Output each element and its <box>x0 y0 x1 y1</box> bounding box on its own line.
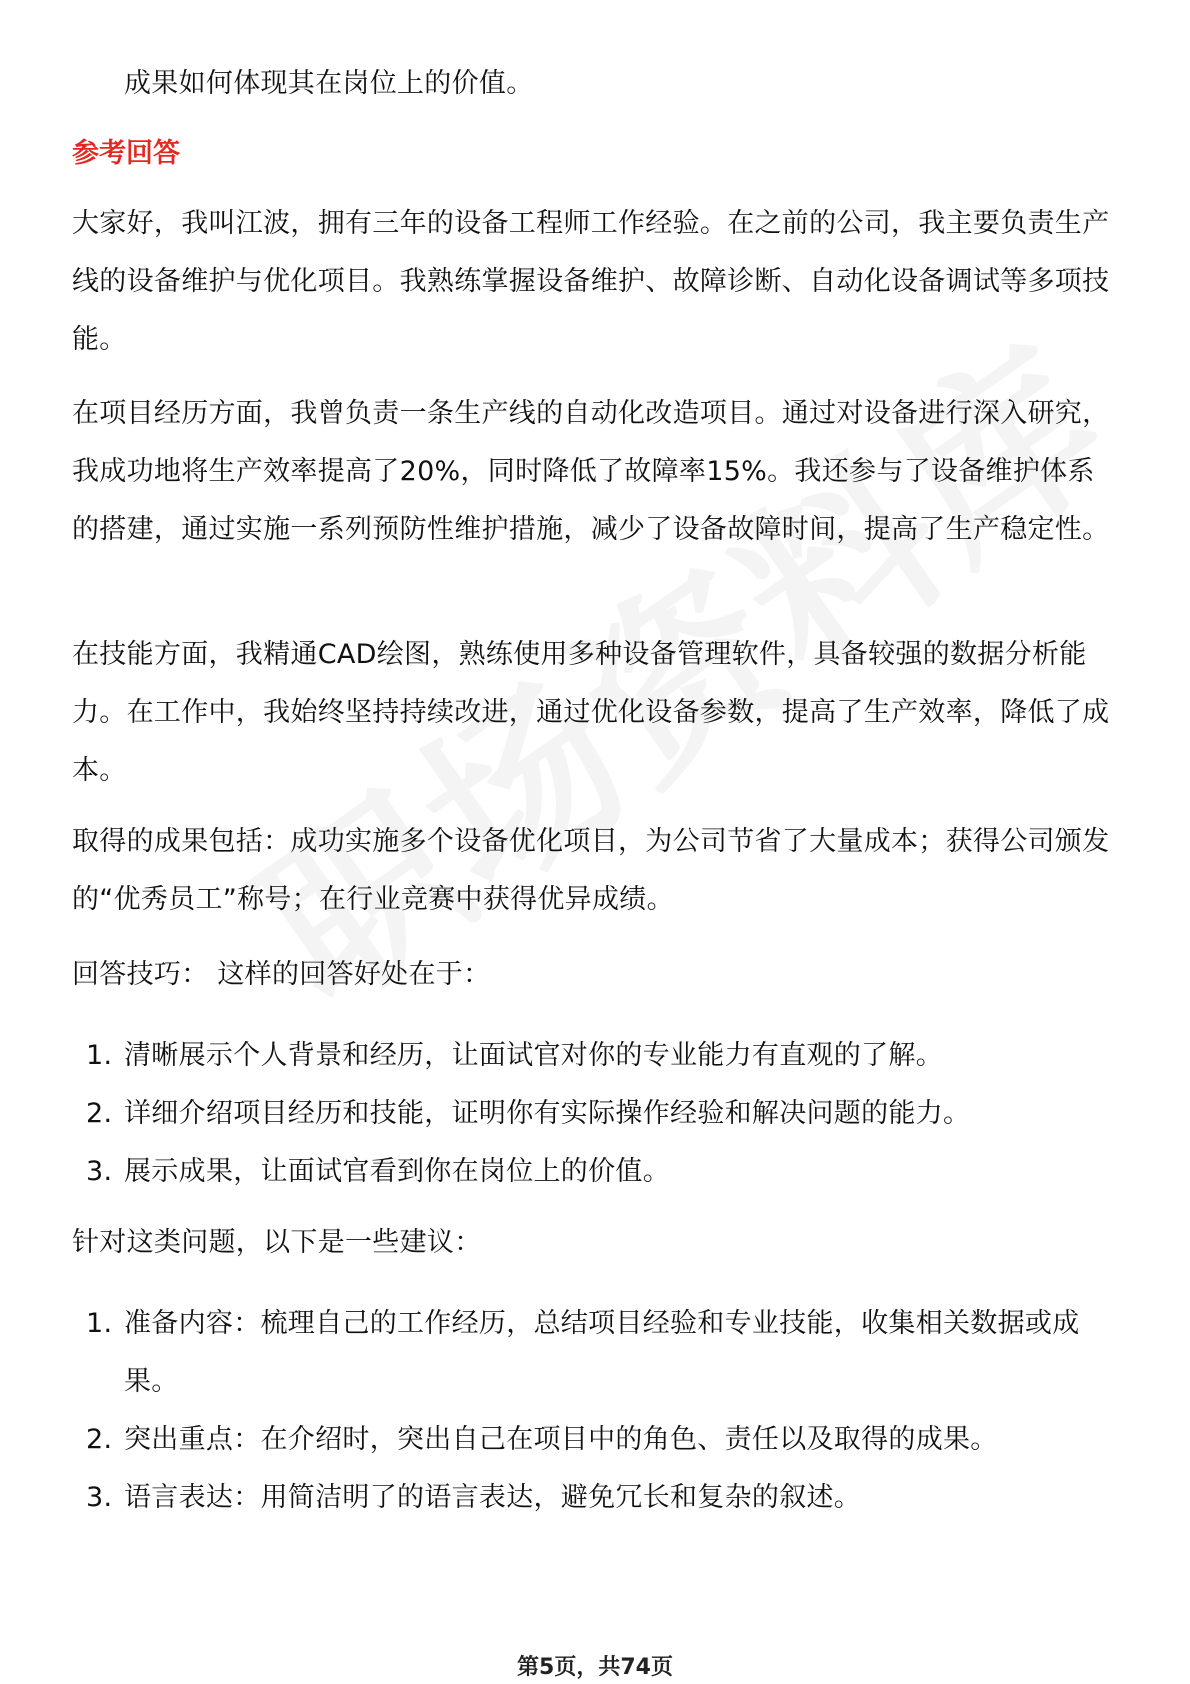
list-number: 3. <box>86 1482 113 1513</box>
page-footer: 第5页，共74页 <box>517 1655 673 1680</box>
list-number: 1. <box>86 1040 113 1071</box>
list-number: 3. <box>86 1156 113 1187</box>
list-number: 2. <box>86 1098 113 1129</box>
list-number: 1. <box>86 1308 113 1339</box>
suggestions-heading: 针对这类问题，以下是一些建议： <box>72 1227 482 1258</box>
tips-list <box>72 1027 1122 1201</box>
list-text: 语言表达：用简洁明了的语言表达，避免冗长和复杂的叙述。 <box>124 1482 862 1513</box>
paragraph-intro: 大家好，我叫江波，拥有三年的设备工程师工作经验。在之前的公司，我主要负责生产线的设备维护与优化项目。我熟练掌握设备维护、故障诊断、自动化设备调试等多项技能。 <box>72 208 1110 355</box>
paragraph-achievements: 取得的成果包括：成功实施多个设备优化项目，为公司节省了大量成本；获得公司颁发的“优秀员工”称号；在行业竞赛中获得优异成绩。 <box>72 826 1110 915</box>
list-item <box>72 1143 1122 1201</box>
list-item <box>72 1411 1122 1469</box>
list-text: 准备内容：梳理自己的工作经历，总结项目经验和专业技能，收集相关数据或成果。 <box>124 1308 1080 1397</box>
list-item <box>72 1027 1122 1085</box>
list-item <box>72 1295 1122 1411</box>
paragraph-skills: 在技能方面，我精通CAD绘图，熟练使用多种设备管理软件，具备较强的数据分析能力。在工作中，我始终坚持持续改进，通过优化设备参数，提高了生产效率，降低了成本。 <box>72 639 1110 786</box>
list-text: 详细介绍项目经历和技能，证明你有实际操作经验和解决问题的能力。 <box>124 1098 971 1129</box>
list-text: 突出重点：在介绍时，突出自己在项目中的角色、责任以及取得的成果。 <box>124 1424 998 1455</box>
list-item <box>72 1469 1122 1527</box>
list-text: 展示成果，让面试官看到你在岗位上的价值。 <box>124 1156 670 1187</box>
reference-heading: 参考回答 <box>72 138 180 169</box>
list-text: 清晰展示个人背景和经历，让面试官对你的专业能力有直观的了解。 <box>124 1040 943 1071</box>
tips-heading: 回答技巧： 这样的回答好处在于： <box>72 959 491 990</box>
list-item <box>72 1085 1122 1143</box>
paragraph-projects: 在项目经历方面，我曾负责一条生产线的自动化改造项目。通过对设备进行深入研究，我成功地将生产效率提高了20%，同时降低了故障率15%。我还参与了设备维护体系的搭建，通过实施一系列预防性维护措施，减少了设备故障时间，提高了生产稳定性。 <box>72 398 1110 545</box>
suggestions-list <box>72 1295 1122 1527</box>
list-number: 2. <box>86 1424 113 1455</box>
intro-line: 成果如何体现其在岗位上的价值。 <box>124 68 534 99</box>
